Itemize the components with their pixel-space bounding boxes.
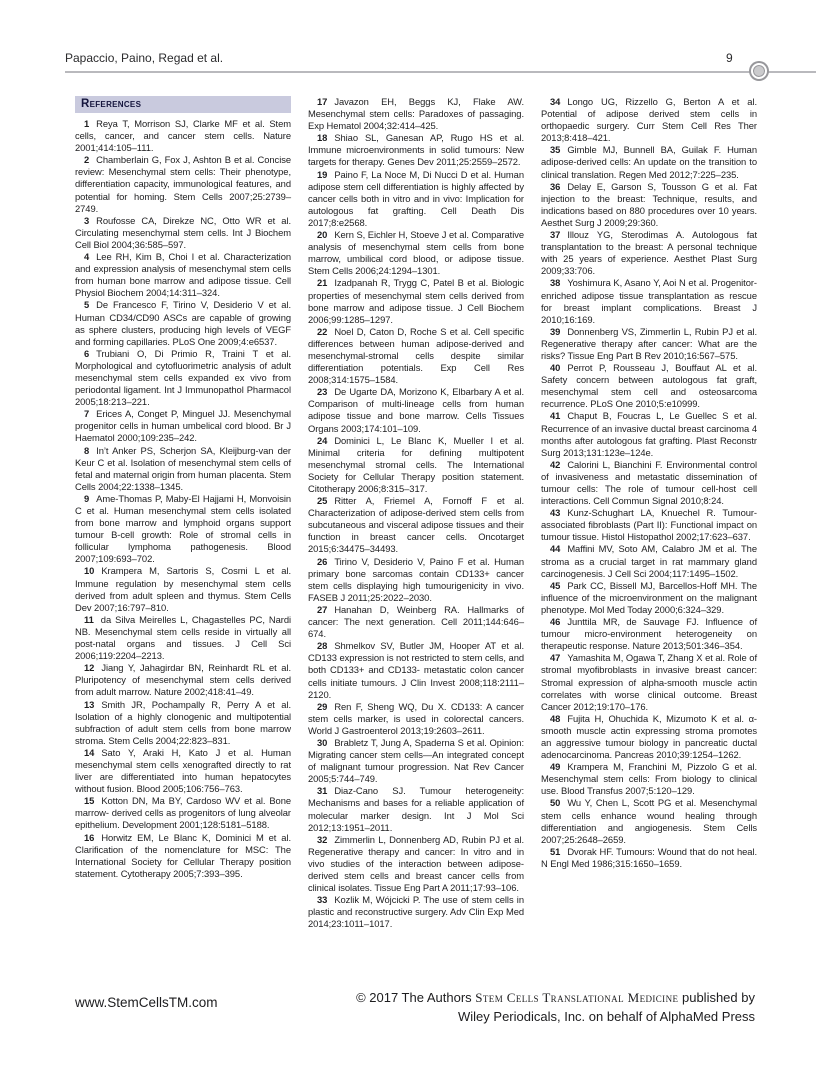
reference-entry: 50 Wu Y, Chen L, Scott PG et al. Mesenchymal stem cells enhance wound healing through differentiation and angiogenesis. Stem Cells 2007;25:2648–2659.	[541, 797, 757, 845]
reference-number: 21	[317, 277, 328, 289]
reference-number: 41	[550, 410, 561, 422]
reference-entry: 51 Dvorak HF. Tumours: Wound that do not heal. N Engl Med 1986;315:1650–1659.	[541, 845, 757, 869]
reference-number: 25	[317, 495, 328, 507]
reference-entry: 1 Reya T, Morrison SJ, Clarke MF et al. Stem cells, cancer, and cancer stem cells. Nature 2001;414:105–111.	[75, 118, 291, 154]
reference-entry: 14 Sato Y, Araki H, Kato J et al. Human mesenchymal stem cells xenografted directly to rat liver are differentiated into human hepatocytes without fusion. Blood 2005;106:756–763.	[75, 746, 291, 795]
reference-number: 39	[550, 325, 561, 337]
reference-entry: 9 Ame-Thomas P, Maby-El Hajjami H, Monvoisin C et al. Human mesenchymal stem cells isolated from bone marrow and lymphoid organs support tumour B-cell growth: Role of stromal cells in follicular lymphoma pathogenesis. Blood 2007;109:693–702.	[75, 492, 291, 565]
reference-number: 12	[84, 662, 95, 674]
reference-number: 51	[550, 845, 561, 857]
reference-number: 40	[550, 362, 561, 374]
reference-entry: 28 Shmelkov SV, Butler JM, Hooper AT et al. CD133 expression is not restricted to stem cells, and both CD133+ and CD133- metastatic colon cancer cells initiate tumours. J Clin Invest 2008;118:2111–2120.	[308, 640, 524, 700]
reference-number: 48	[550, 712, 561, 724]
reference-entry: 3 Roufosse CA, Direkze NC, Otto WR et al. Circulating mesenchymal stem cells. Int J Biochem Cell Biol 2004;36:585–597.	[75, 214, 291, 250]
copyright-notice	[356, 989, 755, 1026]
journal-website-link[interactable]: www.StemCellsTM.com	[75, 995, 218, 1010]
reference-number: 37	[550, 229, 561, 241]
reference-number: 6	[84, 347, 90, 359]
reference-number: 38	[550, 277, 561, 289]
reference-number: 42	[550, 458, 561, 470]
reference-entry: 47 Yamashita M, Ogawa T, Zhang X et al. Role of stromal myofibroblasts in invasive breast cancer: Stromal expression of alpha-smooth muscle actin correlates with worse clinical outcome. Breast Cancer 2012;19:170–176.	[541, 652, 757, 712]
reference-number: 28	[317, 640, 328, 652]
reference-number: 49	[550, 761, 561, 773]
references-list	[308, 96, 524, 930]
reference-entry: 36 Delay E, Garson S, Tousson G et al. Fat injection to the breast: Technique, results, and indications based on 880 procedures over 10 years. Aesthet Surg J 2009;29:360.	[541, 180, 757, 228]
reference-number: 30	[317, 736, 328, 748]
reference-number: 19	[317, 168, 328, 180]
reference-entry: 43 Kunz-Schughart LA, Knuechel R. Tumour-associated fibroblasts (Part II): Functional impact on tumour tissue. Histol Histopathol 2002;17:623–637.	[541, 507, 757, 543]
reference-number: 33	[317, 894, 328, 906]
reference-number: 45	[550, 579, 561, 591]
reference-number: 16	[84, 831, 95, 843]
reference-entry: 29 Ren F, Sheng WQ, Du X. CD133: A cancer stem cells marker, is used in colorectal cancers. World J Gastroenterol 2013;19:2603–2611.	[308, 700, 524, 736]
reference-entry: 20 Kern S, Eichler H, Stoeve J et al. Comparative analysis of mesenchymal stem cells from bone marrow, umbilical cord blood, or adipose tissue. Stem Cells 2006;24:1294–1301.	[308, 229, 524, 277]
reference-number: 43	[550, 507, 561, 519]
reference-entry: 24 Dominici L, Le Blanc K, Mueller I et al. Minimal criteria for defining multipotent mesenchymal stromal cells. The International Society for Cellular Therapy position statement. Citotherapy 2006;8:315–317.	[308, 434, 524, 494]
reference-entry: 30 Brabletz T, Jung A, Spaderna S et al. Opinion: Migrating cancer stem cells—An integrated concept of malignant tumour progression. Nat Rev Cancer 2005;5:744–749.	[308, 736, 524, 785]
reference-number: 35	[550, 144, 561, 156]
reference-number: 17	[317, 96, 328, 107]
references-list	[75, 118, 291, 880]
reference-entry: 4 Lee RH, Kim B, Choi I et al. Characterization and expression analysis of mesenchymal stem cells from human bone marrow and adipose tissue. Cell Physiol Biochem 2004;14:311–324.	[75, 251, 291, 299]
reference-number: 5	[84, 299, 90, 311]
reference-entry: 12 Jiang Y, Jahagirdar BN, Reinhardt RL et al. Pluripotency of mesenchymal stem cells derived from adult marrow. Nature 2002;418:41–49.	[75, 662, 291, 698]
reference-entry: 21 Izadpanah R, Trygg C, Patel B et al. Biologic properties of mesenchymal stem cells derived from bone marrow and adipose tissue. J Cell Biochem 2006;99:1285–1297.	[308, 277, 524, 325]
reference-entry: 42 Calorini L, Bianchini F. Environmental control of invasiveness and metastatic dissemination of tumour cells: The role of tumour cell-host cell interactions. Cell Commun Signal 2010;8:24.	[541, 458, 757, 507]
references-column-3	[541, 96, 757, 870]
reference-entry: 5 De Francesco F, Tirino V, Desiderio V et al. Human CD34/CD90 ASCs are capable of growing as sphere clusters, producing high levels of VEGF and forming capillaries. PLoS One 2009;4:e6537.	[75, 299, 291, 347]
reference-entry: 27 Hanahan D, Weinberg RA. Hallmarks of cancer: The next generation. Cell 2011;144:646–674.	[308, 603, 524, 640]
reference-entry: 26 Tirino V, Desiderio V, Paino F et al. Human primary bone sarcomas contain CD133+ cancer stem cells displaying high tumourigenicity in vivo. FASEB J 2011;25:2022–2030.	[308, 555, 524, 603]
reference-number: 29	[317, 700, 328, 712]
reference-number: 23	[317, 386, 328, 398]
reference-entry: 35 Gimble MJ, Bunnell BA, Guilak F. Human adipose-derived cells: An update on the transition to clinical translation. Regen Med 2012;7:225–235.	[541, 144, 757, 180]
page-number: 9	[726, 51, 733, 65]
references-column-1	[75, 96, 291, 880]
journal-name: Stem Cells Translational Medicine	[475, 990, 679, 1005]
reference-entry: 18 Shiao SL, Ganesan AP, Rugo HS et al. Immune microenvironments in solid tumours: New targets for therapy. Genes Dev 2011;25:2559–2572.	[308, 132, 524, 168]
reference-number: 47	[550, 652, 561, 664]
reference-entry: 6 Trubiani O, Di Primio R, Traini T et al. Morphological and cytofluorimetric analysis of adult mesenchymal stem cells expanded ex vivo from periodontal ligament. Int J Immunopathol Pharmacol 2005;18:213–221.	[75, 347, 291, 408]
reference-number: 44	[550, 543, 561, 555]
reference-number: 26	[317, 555, 328, 567]
reference-number: 24	[317, 434, 328, 446]
reference-entry: 40 Perrot P, Rousseau J, Bouffaut AL et al. Safety concern between autologous fat graft, mesenchymal stem cell and osteosarcoma recurrence. PLoS One 2010;5:e10999.	[541, 362, 757, 410]
medallion-ornament-icon	[751, 63, 767, 79]
reference-number: 22	[317, 325, 328, 337]
reference-entry: 49 Krampera M, Franchini M, Pizzolo G et al. Mesenchymal stem cells: From biology to clinical use. Blood Transfus 2007;5:120–129.	[541, 761, 757, 797]
reference-entry: 46 Junttila MR, de Sauvage FJ. Influence of tumour micro-environment heterogeneity on therapeutic response. Nature 2013;501:346–354.	[541, 616, 757, 652]
reference-number: 34	[550, 96, 561, 107]
copyright-suffix: published by	[678, 990, 755, 1005]
reference-number: 7	[84, 408, 90, 420]
reference-entry: 48 Fujita H, Ohuchida K, Mizumoto K et al. α-smooth muscle actin expressing stroma promotes an aggressive tumour biology in pancreatic ductal adenocarcinoma. Pancreas 2010;39:1254–1262.	[541, 712, 757, 761]
header-rule	[65, 71, 816, 73]
reference-entry: 41 Chaput B, Foucras L, Le Guellec S et al. Recurrence of an invasive ductal breast carcinoma 4 months after autologous fat grafting. Plast Reconstr Surg 2013;131:123e–124e.	[541, 410, 757, 458]
reference-entry: 11 da Silva Meirelles L, Chagastelles PC, Nardi NB. Mesenchymal stem cells reside in virtually all post-natal organs and tissues. J Cell Sci 2006;119:2204–2213.	[75, 613, 291, 662]
reference-number: 27	[317, 603, 328, 615]
reference-entry: 7 Erices A, Conget P, Minguel JJ. Mesenchymal progenitor cells in human umbelical cord blood. Br J Haematol 2000;109:235–242.	[75, 408, 291, 444]
copyright-prefix: © 2017 The Authors	[356, 990, 476, 1005]
reference-entry: 37 Illouz YG, Sterodimas A. Autologous fat transplantation to the breast: A personal technique with 25 years of experience. Aesthet Plast Surg 2009;33:706.	[541, 229, 757, 277]
reference-entry: 10 Krampera M, Sartoris S, Cosmi L et al. Immune regulation by mesenchymal stem cells derived from adult spleen and thymus. Stem Cells Dev 2007;16:797–810.	[75, 565, 291, 613]
reference-entry: 38 Yoshimura K, Asano Y, Aoi N et al. Progenitor-enriched adipose tissue transplantation as rescue for breast implant complications. Breast J 2010;16:169.	[541, 277, 757, 325]
reference-entry: 23 De Ugarte DA, Morizono K, Elbarbary A et al. Comparison of multi-lineage cells from human adipose tissue and bone marrow. Cells Tissues Organs 2003;174:101–109.	[308, 386, 524, 434]
reference-number: 50	[550, 797, 561, 809]
reference-number: 4	[84, 251, 90, 263]
reference-number: 31	[317, 785, 328, 797]
reference-entry: 22 Noel D, Caton D, Roche S et al. Cell specific differences between human adipose-derived and mesenchymal-stromal cells despite similar differentiation potentials. Exp Cell Res 2008;314:1575–1584.	[308, 325, 524, 386]
reference-entry: 19 Paino F, La Noce M, Di Nucci D et al. Human adipose stem cell differentiation is highly affected by cancer cells both in vitro and in vivo: Implication for autologous fat grafting. Cell Death Dis 2017;8:e2568.	[308, 168, 524, 228]
reference-number: 8	[84, 444, 90, 456]
reference-number: 20	[317, 229, 328, 241]
running-head-authors: Papaccio, Paino, Regad et al.	[65, 51, 224, 65]
reference-number: 9	[84, 492, 90, 504]
reference-number: 46	[550, 616, 561, 628]
references-column-2	[308, 96, 524, 930]
reference-entry: 2 Chamberlain G, Fox J, Ashton B et al. Concise review: Mesenchymal stem cells: Their phenotype, differentiation capacity, immunological features, and potential for homing. Stem Cells 2007;25:2739–2749.	[75, 154, 291, 214]
reference-entry: 33 Kozlik M, Wójcicki P. The use of stem cells in plastic and reconstructive surgery. Adv Clin Exp Med 2014;23:1011–1017.	[308, 894, 524, 930]
reference-entry: 13 Smith JR, Pochampally R, Perry A et al. Isolation of a highly clonogenic and multipotential subfraction of adult stem cells from bone marrow stroma. Stem Cells 2004;22:823–831.	[75, 698, 291, 746]
references-heading: References	[75, 96, 291, 113]
reference-entry: 25 Ritter A, Friemel A, Fornoff F et al. Characterization of adipose-derived stem cells from subcutaneous and visceral adipose tissues and their function in breast cancer cells. Oncotarget 2015;6:34475–34493.	[308, 495, 524, 555]
references-list	[541, 96, 757, 870]
reference-number: 18	[317, 132, 328, 144]
reference-number: 14	[84, 746, 95, 758]
reference-entry: 15 Kotton DN, Ma BY, Cardoso WV et al. Bone marrow- derived cells as progenitors of lung alveolar epithelium. Development 2001;128:5181–5188.	[75, 795, 291, 831]
reference-entry: 32 Zimmerlin L, Donnenberg AD, Rubin PJ et al. Regenerative therapy and cancer: In vitro and in vivo studies of the interaction between adipose-derived stem cells and breast cancer cells from clinical isolates. Tissue Eng Part A 2011;17:93–106.	[308, 833, 524, 894]
reference-entry: 39 Donnenberg VS, Zimmerlin L, Rubin PJ et al. Regenerative therapy after cancer: What are the risks? Tissue Eng Part B Rev 2010;16:567–575.	[541, 325, 757, 361]
reference-number: 36	[550, 180, 561, 192]
reference-entry: 34 Longo UG, Rizzello G, Berton A et al. Potential of adipose derived stem cells in orthopaedic surgery. Curr Stem Cell Res Ther 2013;8:418–421.	[541, 96, 757, 144]
reference-number: 32	[317, 833, 328, 845]
reference-number: 11	[84, 613, 94, 625]
reference-entry: 16 Horwitz EM, Le Blanc K, Dominici M et al. Clarification of the nomenclature for MSC: The International Society for Cellular Therapy position statement. Cytotherapy 2005;7:393–395.	[75, 831, 291, 879]
reference-number: 1	[84, 118, 90, 129]
reference-entry: 45 Park CC, Bissell MJ, Barcellos-Hoff MH. The influence of the microenvironment on the malignant phenotype. Mol Med Today 2000;6:324–329.	[541, 579, 757, 615]
reference-number: 13	[84, 698, 95, 710]
reference-entry: 31 Diaz-Cano SJ. Tumour heterogeneity: Mechanisms and bases for a reliable application of molecular marker design. Int J Mol Sci 2012;13:1951–2011.	[308, 785, 524, 833]
reference-number: 10	[84, 565, 95, 577]
copyright-line2: Wiley Periodicals, Inc. on behalf of AlphaMed Press	[458, 1008, 755, 1024]
reference-entry: 17 Javazon EH, Beggs KJ, Flake AW. Mesenchymal stem cells: Paradoxes of passaging. Exp Hematol 2004;32:414–425.	[308, 96, 524, 132]
reference-number: 3	[84, 214, 90, 226]
reference-number: 2	[84, 154, 90, 166]
reference-number: 15	[84, 795, 95, 807]
reference-entry: 44 Maffini MV, Soto AM, Calabro JM et al. The stroma as a crucial target in rat mammary gland carcinogenesis. J Cell Sci 2004;117:1495–1502.	[541, 543, 757, 579]
reference-entry: 8 In’t Anker PS, Scherjon SA, Kleijburg-van der Keur C et al. Isolation of mesenchymal stem cells of fetal and maternal origin from human placenta. Stem Cells 2004;22:1338–1345.	[75, 444, 291, 492]
